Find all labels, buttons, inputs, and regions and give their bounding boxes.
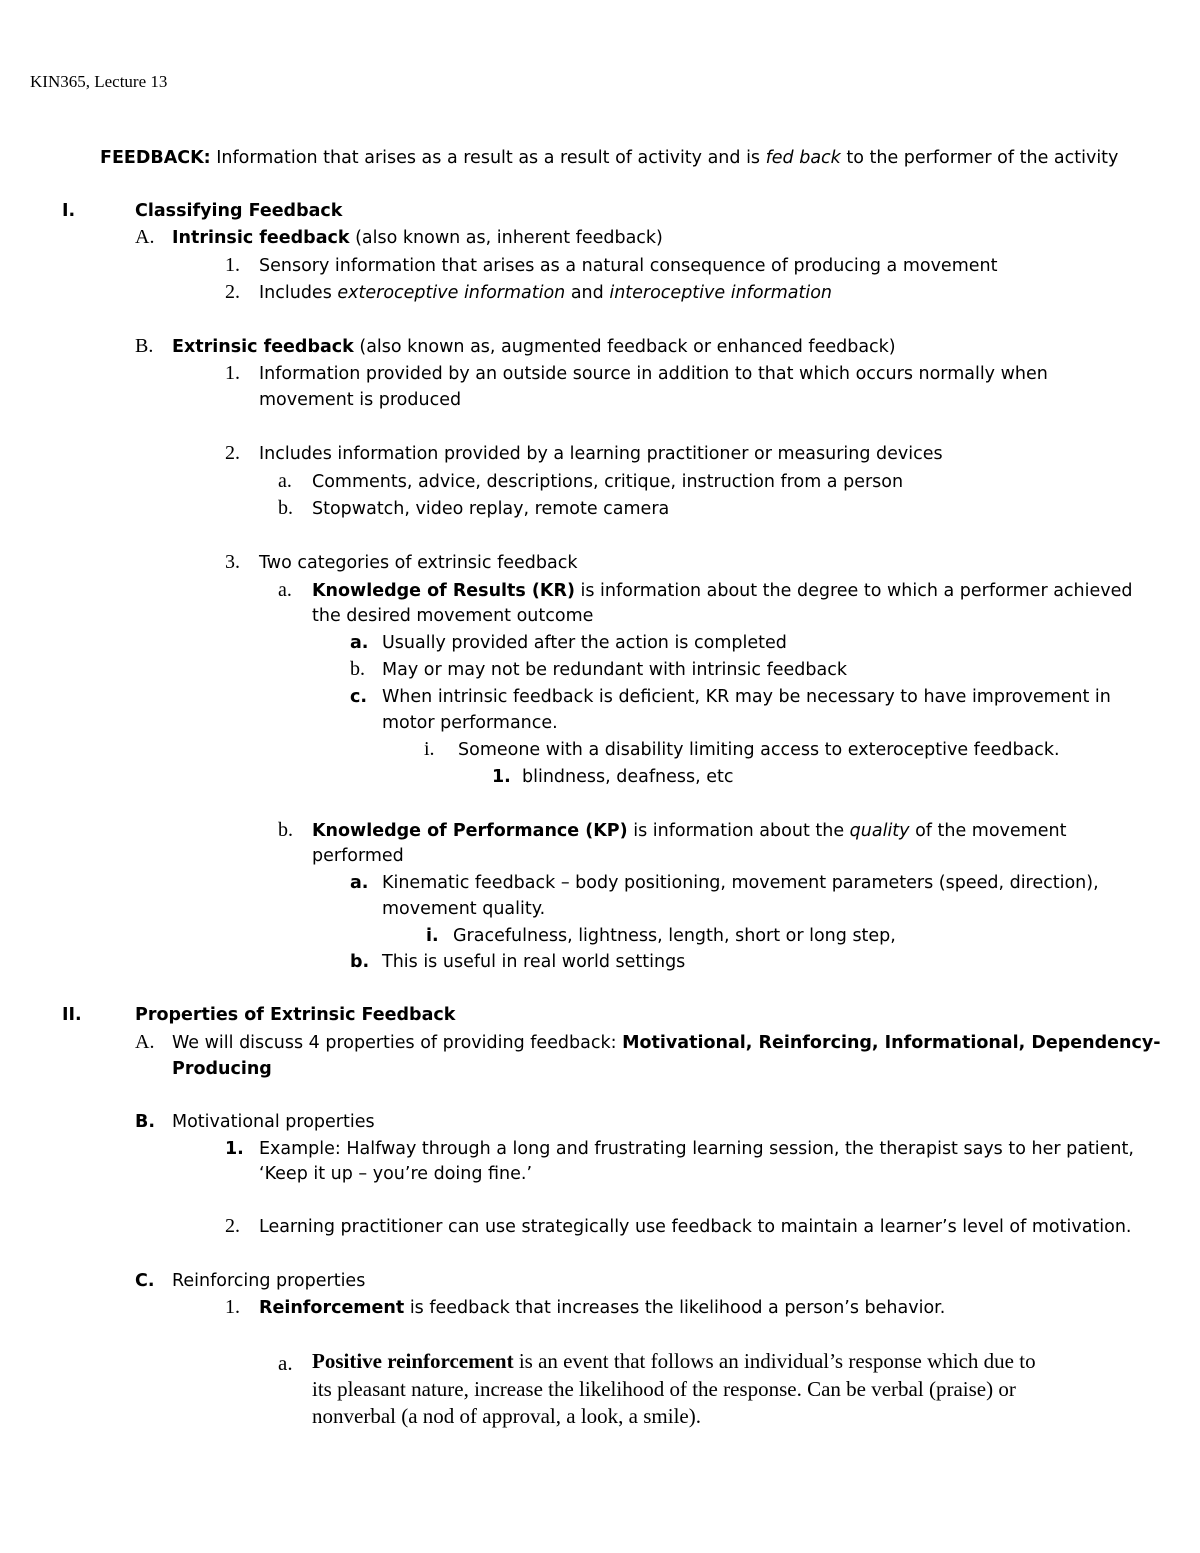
- list-marker: a.: [350, 873, 369, 893]
- list-marker: 1.: [225, 1139, 244, 1159]
- list-marker: i.: [424, 738, 435, 760]
- list-item: Includes exteroceptive information and interoceptive information: [259, 283, 833, 303]
- list-marker: b.: [350, 952, 370, 972]
- list-item: Stopwatch, video replay, remote camera: [312, 499, 670, 519]
- list-item: This is useful in real world settings: [382, 952, 686, 972]
- list-item-continuation: movement is produced: [259, 390, 462, 410]
- list-item-continuation: its pleasant nature, increase the likelihood of the response. Can be verbal (praise) or: [312, 1377, 1016, 1401]
- list-item: Reinforcement is feedback that increases the likelihood a person’s behavior.: [259, 1298, 946, 1318]
- list-item-continuation: movement quality.: [382, 899, 546, 919]
- list-item: Includes information provided by a learning practitioner or measuring devices: [259, 444, 943, 464]
- list-item-continuation: Producing: [172, 1059, 272, 1079]
- list-marker: 3.: [225, 551, 240, 573]
- list-item-continuation: nonverbal (a nod of approval, a look, a smile).: [312, 1404, 701, 1428]
- list-marker: B.: [135, 1112, 155, 1132]
- list-marker: 1.: [225, 362, 240, 384]
- feedback-definition: FEEDBACK: Information that arises as a result as a result of activity and is fed back to the performer of the activity: [100, 148, 1119, 168]
- list-item: Information provided by an outside source in addition to that which occurs normally when: [259, 364, 1048, 384]
- list-item: Extrinsic feedback (also known as, augmented feedback or enhanced feedback): [172, 337, 896, 357]
- list-marker: B.: [135, 335, 154, 357]
- list-marker: A.: [135, 226, 155, 248]
- list-marker: b.: [278, 819, 293, 841]
- list-item: Positive reinforcement is an event that follows an individual’s response which due to: [312, 1349, 1036, 1373]
- list-item: We will discuss 4 properties of providing feedback: Motivational, Reinforcing, Informational, Dependency-: [172, 1033, 1161, 1053]
- page-header: KIN365, Lecture 13: [30, 72, 168, 91]
- list-item: Knowledge of Performance (KP) is information about the quality of the movement: [312, 821, 1067, 841]
- list-item: Intrinsic feedback (also known as, inherent feedback): [172, 228, 663, 248]
- list-marker: a.: [350, 633, 369, 653]
- list-item: Kinematic feedback – body positioning, movement parameters (speed, direction),: [382, 873, 1099, 893]
- list-marker: A.: [135, 1031, 155, 1053]
- list-marker: a.: [278, 1351, 293, 1375]
- list-item: Usually provided after the action is completed: [382, 633, 787, 653]
- list-marker: 1.: [225, 254, 240, 276]
- list-item-continuation: the desired movement outcome: [312, 606, 594, 626]
- list-item-continuation: performed: [312, 846, 404, 866]
- section-heading: Classifying Feedback: [135, 201, 343, 221]
- list-item-continuation: ‘Keep it up – you’re doing fine.’: [259, 1164, 533, 1184]
- list-item: Comments, advice, descriptions, critique, instruction from a person: [312, 472, 904, 492]
- list-marker: b.: [278, 497, 293, 519]
- list-marker: b.: [350, 658, 365, 680]
- list-item: Example: Halfway through a long and frustrating learning session, the therapist says to her patient,: [259, 1139, 1134, 1159]
- list-item: Two categories of extrinsic feedback: [259, 553, 578, 573]
- list-item: Sensory information that arises as a natural consequence of producing a movement: [259, 256, 998, 276]
- list-item: Gracefulness, lightness, length, short or long step,: [453, 926, 896, 946]
- section-heading: Properties of Extrinsic Feedback: [135, 1005, 456, 1025]
- list-item: blindness, deafness, etc: [522, 767, 734, 787]
- list-marker: C.: [135, 1271, 155, 1291]
- list-item-continuation: motor performance.: [382, 713, 558, 733]
- list-marker: 2.: [225, 281, 240, 303]
- list-marker: a.: [278, 470, 292, 492]
- list-item: Knowledge of Results (KR) is information about the degree to which a performer achieved: [312, 581, 1133, 601]
- list-item: Learning practitioner can use strategically use feedback to maintain a learner’s level of motivation.: [259, 1217, 1132, 1237]
- subsection-heading: Reinforcing properties: [172, 1271, 366, 1291]
- subsection-heading: Motivational properties: [172, 1112, 375, 1132]
- list-item: May or may not be redundant with intrinsic feedback: [382, 660, 847, 680]
- list-item: When intrinsic feedback is deficient, KR may be necessary to have improvement in: [382, 687, 1111, 707]
- list-marker: 2.: [225, 442, 240, 464]
- list-marker: 1.: [492, 767, 511, 787]
- section-marker: II.: [62, 1005, 82, 1025]
- list-marker: 2.: [225, 1215, 240, 1237]
- list-item: Someone with a disability limiting access to exteroceptive feedback.: [458, 740, 1060, 760]
- definition-term: FEEDBACK:: [100, 148, 211, 168]
- list-marker: a.: [278, 579, 292, 601]
- list-marker: 1.: [225, 1296, 240, 1318]
- list-marker: i.: [426, 926, 439, 946]
- section-marker: I.: [62, 201, 76, 221]
- list-marker: c.: [350, 687, 368, 707]
